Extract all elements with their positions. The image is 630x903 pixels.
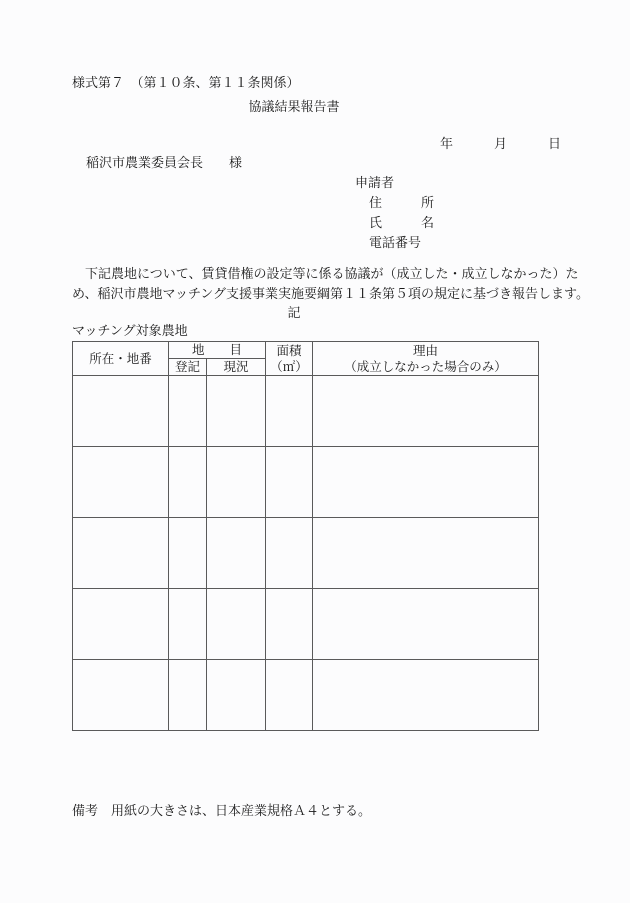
cell-location[interactable] xyxy=(73,660,169,731)
body-paragraph-line-2: め、稲沢市農地マッチング支援事業実施要綱第１１条第５項の規定に基づき報告します。 xyxy=(72,286,590,301)
header-location: 所在・地番 xyxy=(73,342,169,376)
cell-current[interactable] xyxy=(207,447,266,518)
applicant-phone-label: 電話番号 xyxy=(369,235,422,250)
header-reason xyxy=(313,342,539,376)
applicant-block xyxy=(355,176,434,256)
cell-reason[interactable] xyxy=(313,518,539,589)
cell-registered[interactable] xyxy=(169,518,207,589)
footer-note: 備考 用紙の大きさは、日本産業規格Ａ４とする。 xyxy=(72,803,372,818)
ki-mark: 記 xyxy=(287,305,301,320)
table-row xyxy=(73,376,539,447)
table-body xyxy=(73,376,539,731)
body-paragraph xyxy=(72,264,590,304)
header-area xyxy=(266,342,313,376)
header-reason-line-2: （成立しなかった場合のみ） xyxy=(344,359,507,374)
document-title: 協議結果報告書 xyxy=(248,99,340,114)
header-area-line-2: （㎡） xyxy=(270,359,308,374)
date-line: 年 月 日 xyxy=(440,136,562,151)
cell-location[interactable] xyxy=(73,589,169,660)
cell-location[interactable] xyxy=(73,376,169,447)
cell-current[interactable] xyxy=(207,589,266,660)
cell-area[interactable] xyxy=(266,518,313,589)
table-caption: マッチング対象農地 xyxy=(72,323,188,338)
applicant-address-label: 住 所 xyxy=(369,195,435,210)
cell-area[interactable] xyxy=(266,376,313,447)
cell-location[interactable] xyxy=(73,447,169,518)
cell-area[interactable] xyxy=(266,589,313,660)
table-row xyxy=(73,660,539,731)
cell-location[interactable] xyxy=(73,518,169,589)
cell-reason[interactable] xyxy=(313,376,539,447)
cell-registered[interactable] xyxy=(169,376,207,447)
cell-registered[interactable] xyxy=(169,660,207,731)
header-category-registered: 登記 xyxy=(169,359,207,376)
cell-area[interactable] xyxy=(266,447,313,518)
header-area-line-1: 面積 xyxy=(276,343,302,358)
table-row xyxy=(73,518,539,589)
header-category-group: 地 目 xyxy=(169,342,266,359)
cell-reason[interactable] xyxy=(313,447,539,518)
cell-reason[interactable] xyxy=(313,589,539,660)
cell-reason[interactable] xyxy=(313,660,539,731)
applicant-heading: 申請者 xyxy=(355,175,395,190)
table-row xyxy=(73,589,539,660)
form-number: 様式第７ （第１０条、第１１条関係） xyxy=(72,75,300,90)
applicant-name-label: 氏 名 xyxy=(369,215,435,230)
cell-current[interactable] xyxy=(207,660,266,731)
cell-registered[interactable] xyxy=(169,447,207,518)
matching-farmland-table xyxy=(72,341,539,731)
header-category-current: 現況 xyxy=(207,359,266,376)
cell-area[interactable] xyxy=(266,660,313,731)
table-row xyxy=(73,447,539,518)
table-head xyxy=(73,342,539,376)
cell-current[interactable] xyxy=(207,376,266,447)
cell-current[interactable] xyxy=(207,518,266,589)
header-reason-line-1: 理由 xyxy=(413,343,439,358)
addressee-line: 稲沢市農業委員会長 様 xyxy=(86,155,243,170)
body-paragraph-line-1: 下記農地について、賃貸借権の設定等に係る協議が（成立した・成立しなかった）た xyxy=(85,266,579,281)
cell-registered[interactable] xyxy=(169,589,207,660)
table-header-row-1 xyxy=(73,342,539,359)
